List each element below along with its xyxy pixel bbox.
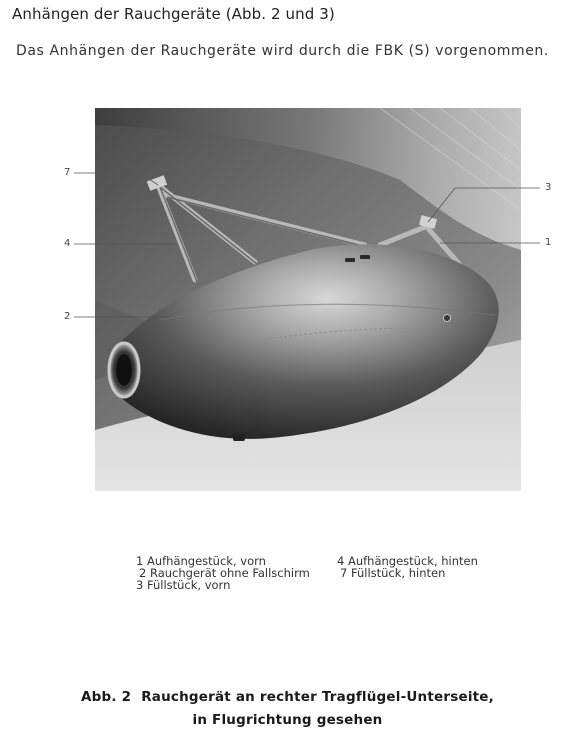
caption-line-2: in Flugrichtung gesehen bbox=[192, 712, 383, 728]
legend-item: 2 Rauchgerät ohne Fallschirm bbox=[139, 566, 310, 580]
callout-4: 4 bbox=[64, 238, 71, 249]
legend-item: 1 Aufhängestück, vorn bbox=[136, 554, 266, 568]
legend-item: 3 Füllstück, vorn bbox=[136, 578, 231, 592]
intro-text: Das Anhängen der Rauchgeräte wird durch die FBK (S) vorgenommen. bbox=[16, 43, 549, 59]
callout-1: 1 bbox=[545, 237, 552, 248]
callout-3: 3 bbox=[545, 182, 552, 193]
callout-2: 2 bbox=[64, 311, 71, 322]
filler-cap bbox=[444, 315, 451, 322]
legend-left bbox=[136, 555, 310, 591]
caption-figure-number: Abb. 2 bbox=[80, 689, 132, 705]
callout-7: 7 bbox=[64, 167, 71, 178]
section-heading: Anhängen der Rauchgeräte (Abb. 2 und 3) bbox=[12, 5, 335, 23]
caption-line-1: Rauchgerät an rechter Tragflügel-Unterseite, bbox=[141, 689, 494, 705]
legend-item: 4 Aufhängestück, hinten bbox=[337, 554, 478, 568]
legend-right bbox=[337, 555, 478, 579]
legend-item: 7 Füllstück, hinten bbox=[340, 566, 446, 580]
figure-caption bbox=[0, 686, 575, 732]
